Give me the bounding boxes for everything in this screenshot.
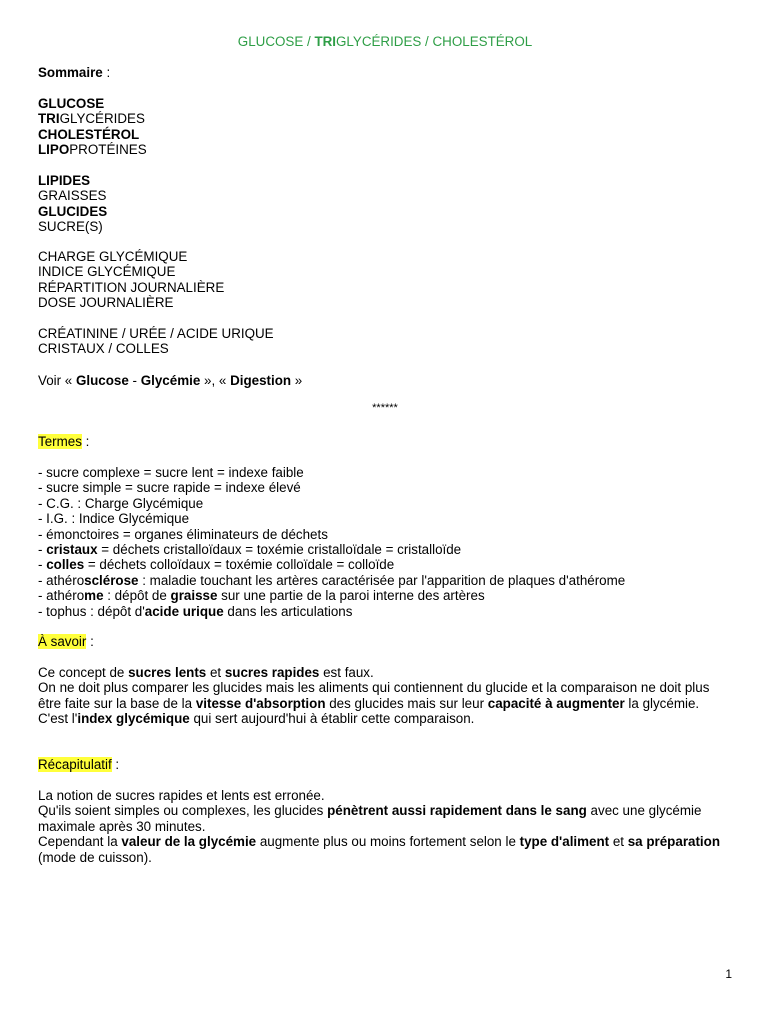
sommaire-item-bold: LIPO xyxy=(38,142,70,158)
text: Ce concept de xyxy=(38,665,129,680)
text-bold: type d'aliment xyxy=(519,834,610,850)
paragraph: La notion de sucres rapides et lents est erronée. xyxy=(38,788,325,803)
voir-text: Voir « xyxy=(38,373,76,388)
recap-body xyxy=(38,788,728,865)
list-item-text: - tophus : dépôt d' xyxy=(38,603,145,619)
list-item-bold: acide urique xyxy=(144,603,224,619)
list-item: - I.G. : Indice Glycémique xyxy=(38,511,190,527)
list-item-text: - xyxy=(38,557,47,573)
title-text-1: GLUCOSE / xyxy=(237,34,315,49)
paragraph xyxy=(38,834,728,865)
paragraph xyxy=(38,680,732,711)
sommaire-group-4 xyxy=(38,326,738,357)
list-item-bold: me xyxy=(84,588,104,604)
text: Qu'ils soient simples ou complexes, les glucides xyxy=(38,803,328,819)
sommaire-group-1 xyxy=(38,96,738,158)
list-item xyxy=(38,542,738,557)
text: des glucides mais sur leur xyxy=(325,695,488,711)
list-item-bold: graisse xyxy=(170,588,218,604)
sommaire-item-rest: GLYCÉRIDES xyxy=(59,111,145,127)
sommaire-item-bold: CHOLESTÉROL xyxy=(38,126,140,142)
termes-suffix: : xyxy=(81,434,90,449)
list-item xyxy=(38,573,738,588)
sommaire-item-rest: GRAISSES xyxy=(38,188,107,204)
sommaire-label-suffix: : xyxy=(102,65,111,80)
text-bold: valeur de la glycémie xyxy=(121,834,257,850)
sommaire-item: DOSE JOURNALIÈRE xyxy=(38,295,174,311)
list-item-text: sur une partie de la paroi interne des artères xyxy=(217,588,485,604)
title-text-bold: TRI xyxy=(314,34,337,49)
voir-text: - xyxy=(128,373,141,388)
text-bold: vitesse d'absorption xyxy=(195,695,326,711)
list-item-text: - xyxy=(38,542,47,558)
voir-reference xyxy=(38,373,738,388)
paragraph xyxy=(38,803,728,834)
link-glycemie: Glycémie xyxy=(140,373,201,388)
page-number: 1 xyxy=(725,967,732,981)
text: (mode de cuisson). xyxy=(38,849,152,865)
sommaire-group-2 xyxy=(38,173,738,235)
sommaire-item: CRISTAUX / COLLES xyxy=(38,341,169,357)
sommaire-item xyxy=(38,204,738,219)
link-digestion: Digestion xyxy=(230,373,292,388)
list-item: - sucre simple = sucre rapide = indexe élevé xyxy=(38,480,301,496)
sommaire-item xyxy=(38,219,738,234)
sommaire-item xyxy=(38,142,738,157)
recap-heading xyxy=(38,757,738,772)
sommaire-heading xyxy=(38,65,738,80)
list-item: - émonctoires = organes éliminateurs de déchets xyxy=(38,526,328,542)
sommaire-item-rest: PROTÉINES xyxy=(69,142,147,158)
text: Cependant la xyxy=(38,834,122,850)
sommaire-item xyxy=(38,111,738,126)
sommaire-item: RÉPARTITION JOURNALIÈRE xyxy=(38,279,225,295)
list-item-text: : dépôt de xyxy=(103,588,171,604)
sommaire-item-bold: GLUCIDES xyxy=(38,203,108,219)
text: avec une glycémie maximale après 30 minutes. xyxy=(38,803,702,834)
termes-heading xyxy=(38,434,738,449)
text: qui sert aujourd'hui à établir cette comparaison. xyxy=(189,711,475,727)
text: est faux. xyxy=(319,665,374,680)
separator: ****** xyxy=(372,402,398,414)
title-text-2: GLYCÉRIDES / CHOLESTÉROL xyxy=(336,34,533,49)
voir-text: » xyxy=(291,373,303,388)
sommaire-item: CRÉATININE / URÉE / ACIDE URIQUE xyxy=(38,326,274,341)
text: et xyxy=(206,665,225,680)
text: et xyxy=(609,834,628,850)
list-item-text: = déchets colloïdaux = toxémie colloïdale = colloïde xyxy=(84,557,395,573)
sommaire-item-bold: GLUCOSE xyxy=(38,96,105,111)
list-item-text: - athéro xyxy=(38,572,85,588)
asavoir-body xyxy=(38,665,732,727)
sommaire-item xyxy=(38,127,738,142)
paragraph xyxy=(38,665,732,680)
sommaire-item-bold: LIPIDES xyxy=(38,173,91,188)
list-item-bold: colles xyxy=(46,557,85,573)
sommaire-item-rest: SUCRE(S) xyxy=(38,219,103,235)
sommaire-item-bold: TRI xyxy=(38,111,60,127)
text: On ne doit plus comparer les glucides mais les aliments qui contiennent du glucide et la comparaison ne doit plus être faite sur la base de la xyxy=(38,680,710,711)
list-item xyxy=(38,604,738,619)
paragraph xyxy=(38,711,732,726)
link-glucose: Glucose xyxy=(75,373,129,388)
list-item-text: dans les articulations xyxy=(223,603,353,619)
text-bold: sa préparation xyxy=(627,834,721,850)
sommaire-item: CHARGE GLYCÉMIQUE xyxy=(38,249,188,264)
list-item-text: : maladie touchant les artères caractérisée par l'apparition de plaques d'athérome xyxy=(138,572,626,588)
sommaire-item xyxy=(38,96,738,111)
list-item xyxy=(38,588,738,603)
asavoir-suffix: : xyxy=(86,634,94,649)
text: la glycémie. xyxy=(624,695,700,711)
termes-label: Termes xyxy=(38,434,82,449)
list-item-bold: sclérose xyxy=(84,572,139,588)
list-item-text: = déchets cristalloïdaux = toxémie cristalloïdale = cristalloïde xyxy=(97,542,462,558)
list-item: - sucre complexe = sucre lent = indexe faible xyxy=(38,465,304,480)
sommaire-label: Sommaire xyxy=(38,65,103,80)
termes-list xyxy=(38,465,738,619)
list-item-bold: cristaux xyxy=(46,542,98,558)
sommaire-item: INDICE GLYCÉMIQUE xyxy=(38,264,176,280)
voir-text: », « xyxy=(200,373,231,388)
list-item xyxy=(38,557,738,572)
text-bold: capacité à augmenter xyxy=(487,695,625,711)
text: augmente plus ou moins fortement selon le xyxy=(256,834,520,850)
text-bold: pénètrent aussi rapidement dans le sang xyxy=(327,803,587,819)
recap-label: Récapitulatif xyxy=(38,757,112,772)
sommaire-item xyxy=(38,188,738,203)
sommaire-item xyxy=(38,173,738,188)
document-title xyxy=(38,34,732,49)
sommaire-group-3 xyxy=(38,249,738,311)
list-item-text: - athéro xyxy=(38,588,85,604)
list-item: - C.G. : Charge Glycémique xyxy=(38,495,204,511)
text: C'est l' xyxy=(38,711,78,727)
asavoir-label: À savoir xyxy=(38,634,87,649)
text-bold: index glycémique xyxy=(77,711,190,727)
text-bold: sucres rapides xyxy=(224,665,320,680)
recap-suffix: : xyxy=(111,757,120,772)
text-bold: sucres lents xyxy=(128,665,207,680)
asavoir-heading xyxy=(38,634,738,649)
